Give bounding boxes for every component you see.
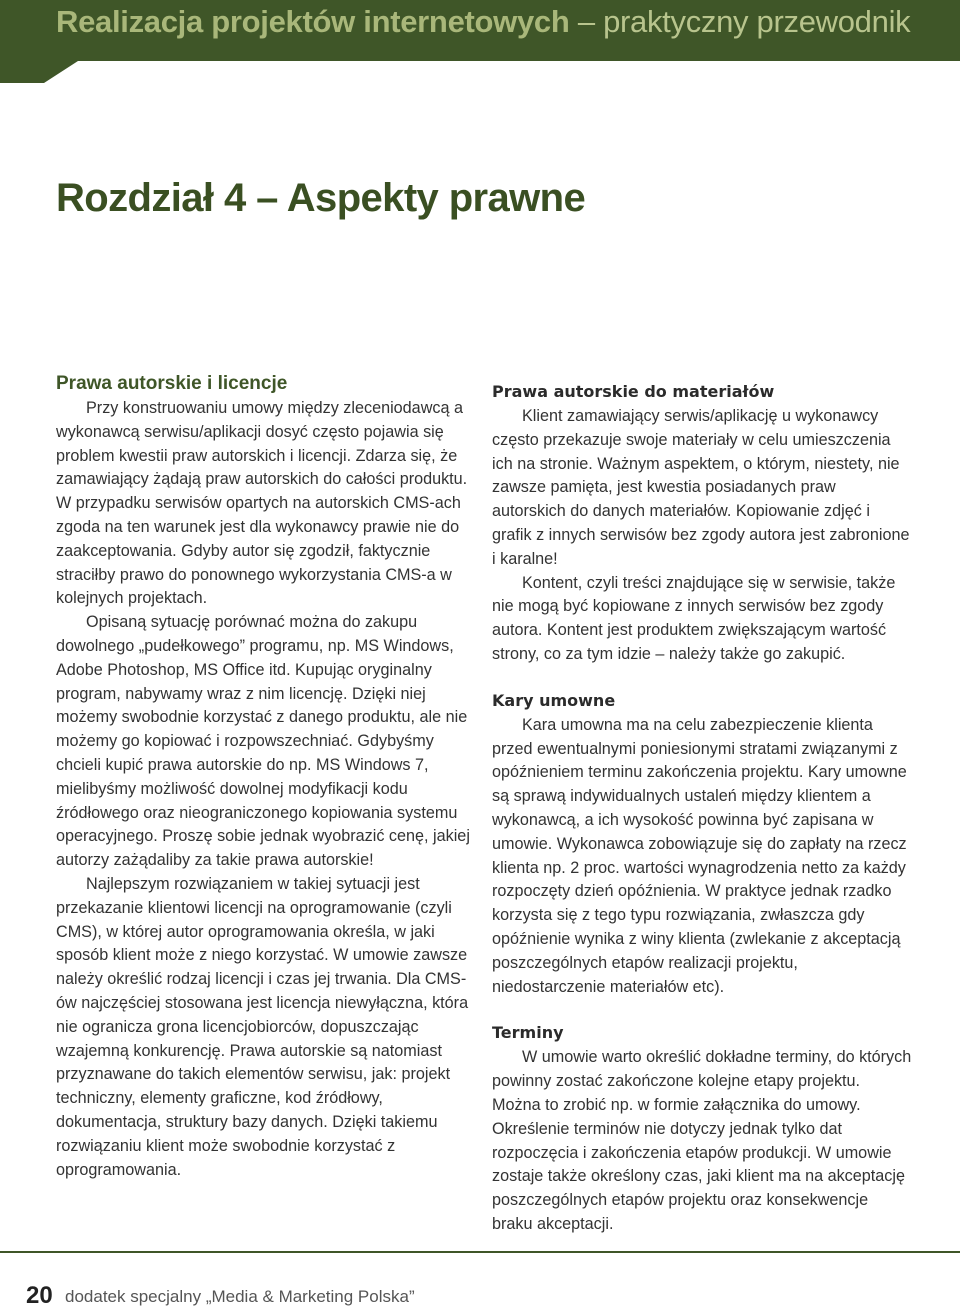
section-spacer: [492, 999, 912, 1020]
paragraph: Kontent, czyli treści znajdujące się w serwisie, także nie mogą być kopiowane z innych serwisów bez zgody autora. Kontent jest produktem zwiększającym wartość strony, co za tym idzie – należy także go zakupić.: [492, 573, 896, 663]
section-heading-deadlines: Terminy: [492, 1023, 564, 1043]
running-header-title: [56, 4, 910, 40]
chapter-title: Rozdział 4 – Aspekty prawne: [56, 176, 586, 220]
left-column: [56, 371, 476, 1182]
footer-rule: [0, 1251, 960, 1253]
section-heading-copyright-licenses: Prawa autorskie i licencje: [56, 373, 288, 394]
footer-text: dodatek specjalny „Media & Marketing Polska”: [65, 1287, 415, 1306]
section-heading-material-rights: Prawa autorskie do materiałów: [492, 382, 775, 401]
page-number: 20: [26, 1282, 53, 1309]
paragraph: W umowie warto określić dokładne terminy, do których powinny zostać zakończone kolejne etapy projektu. Można to zrobić np. w formie załącznika do umowy. Określenie terminów nie dotyczy jednak tylko dat rozpoczęcia i zakończenia etapów produkcji. W umowie zostaje także określony czas, jaki klient ma na akceptację poszczególnych etapów projektu oraz konsekwencje braku akceptacji.: [492, 1048, 912, 1233]
header-tab-fill: [78, 61, 960, 83]
paragraph: Kara umowna ma na celu zabezpieczenie klienta przed ewentualnymi poniesionymi stratami związanymi z opóźnieniem terminu zakończenia projektu. Kary umowne są sprawą indywidualnych ustaleń między klientem a wykonawcą, a ich wysokość powinna być zapisana w umowie. Wykonawca zobowiązuje się do zapłaty na rzecz klienta np. 2 proc. wartości wynagrodzenia netto za każdy rozpoczęty dzień opóźnienia. W praktyce jednak rzadko korzysta się z tego typu rozwiązania, zwłaszcza gdy opóźnienie wynika z winy klienta (zwlekanie z akceptacją poszczególnych etapów realizacji projektu, niedostarczenie materiałów etc).: [492, 715, 907, 996]
running-header-sub: – praktyczny przewodnik: [569, 4, 911, 39]
section-spacer: [492, 667, 912, 688]
paragraph: Klient zamawiający serwis/aplikację u wykonawcy często przekazuje swoje materiały w celu umieszczenia ich na stronie. Ważnym aspektem, o którym, niestety, nie zawsze pamięta, jest kwestia posiadanych praw autorskich do danych materiałów. Kopiowanie zdjęć i grafik z innych serwisów bez zgody autora jest zabronione i karalne!: [492, 407, 910, 568]
paragraph: Przy konstruowaniu umowy między zleceniodawcą a wykonawcą serwisu/aplikacji dosyć często pojawia się problem kwestii praw autorskich i licencji. Zdarza się, że zamawiający żądają praw autorskich do całości produktu. W przypadku serwisów opartych na autorskich CMS-ach zgoda na ten warunek jest dla wykonawcy prawie nie do zaakceptowania. Gdyby autor się zgodził, faktycznie straciłby prawo do ponownego wykorzystania CMS-a w kolejnych projektach.: [56, 399, 468, 608]
right-column: [492, 379, 912, 1237]
paragraph: Najlepszym rozwiązaniem w takiej sytuacji jest przekazanie klientowi licencji na oprogramowanie (czyli CMS), w której autor oprogramowania określa, w jaki sposób klient może z niego korzystać. W umowie zawsze należy określić rodzaj licencji i czas jej trwania. Dla CMS-ów najczęściej stosowana jest licencja niewyłączna, która nie ogranicza grona licencjobiorców, dopuszczając wzajemną konkurencję. Prawa autorskie są natomiast przyznawane do takich elementów serwisu, jak: projekt techniczny, elementy graficzne, kod źródłowy, dokumentacja, struktury bazy danych. Dzięki takiemu rozwiązaniu klient może swobodnie korzystać z oprogramowania.: [56, 874, 469, 1179]
paragraph: Opisaną sytuację porównać można do zakupu dowolnego „pudełkowego” programu, np. MS Windows, Adobe Photoshop, MS Office itd. Kupując oryginalny program, nabywamy wraz z nim licencję. Dzięki niej możemy swobodnie korzystać z danego produktu, ale nie możemy go kopiować i rozpowszechniać. Gdybyśmy chcieli kupić prawa autorskie do np. MS Windows 7, mielibyśmy możliwość dowolnej modyfikacji kodu źródłowego oraz nieograniczonego kopiowania systemu operacyjnego. Proszę sobie jednak wyobrazić cenę, jakiej autorzy zażądaliby za takie prawa autorskie!: [56, 613, 470, 870]
section-heading-contract-penalties: Kary umowne: [492, 690, 616, 710]
running-header-main: Realizacja projektów internetowych: [56, 4, 570, 39]
